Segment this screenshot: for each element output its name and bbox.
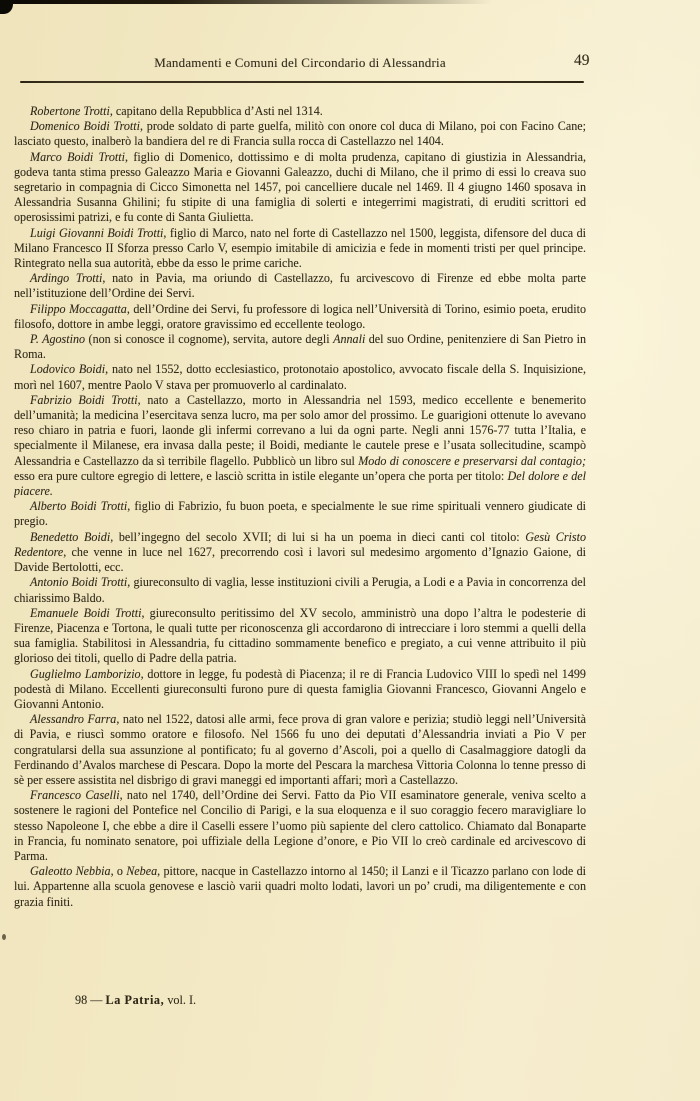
text-segment: Luigi Giovanni Boidi Trotti	[30, 225, 164, 240]
text-segment: Marco Boidi Trotti	[30, 149, 126, 164]
text-segment: Lodovico Boidi	[30, 362, 106, 377]
running-header	[0, 54, 600, 72]
text-segment: Nebea	[126, 864, 158, 879]
paragraph	[14, 667, 586, 713]
paragraph	[14, 332, 586, 362]
text-segment: Francesco Caselli	[30, 788, 120, 803]
scan-speck-artifact	[2, 934, 6, 940]
text-segment: Guglielmo Lamborizio	[30, 666, 141, 681]
body-text	[14, 104, 586, 990]
paragraph	[14, 104, 586, 119]
scan-corner-artifact	[0, 0, 13, 14]
text-segment: esso era pure cultore egregio di lettere, e lasciò scritta in istile elegante un’opera che porta per titolo:	[14, 468, 508, 483]
paragraph	[14, 712, 586, 788]
text-segment: del suo Ordine, penitenziere di San Pietro in Roma.	[14, 332, 586, 362]
text-segment: , pittore, nacque in Castellazzo intorno al 1450; il Lanzi e il Ticazzo parlano con lode di lui. Appartenne alla scuola genovese e lasciò varii quadri molto lodati, lavori un po’ crudi, ma diligentemente e con grazia finiti.	[14, 864, 586, 909]
text-segment: , nato in Pavia, ma oriundo di Castellazzo, fu arcivescovo di Firenze ed ebbe molta parte nell’istituzione dell’Ordine dei Servi.	[14, 271, 586, 301]
text-segment: , giureconsulto peritissimo del XV secolo, amministrò una dopo l’altra le podesterie di Firenze, Piacenza e Tortona, le quali tutte per riconoscenza gli accordarono di intrecciare i loro stemmi a quelli della sua famiglia. Stabilitosi in Alessandria, fu cittadino sommamente benefico e pregiato, a cui venne attribuito il più glorioso dei titoli, quello di Padre della patria.	[14, 605, 586, 666]
paragraph	[14, 362, 586, 392]
text-segment: , figlio di Domenico, dottissimo e di molta prudenza, capitano di giustizia in Alessandria, godeva tanta stima presso Galeazzo Maria e Giovanni Galeazzo, duchi di Milano, che il primo di essi lo creava suo segretario in compagnia di Cicco Simonetta nel 1457, poi cancelliere ducale nel 1469. Il 4 giugno 1460 sposava in Alessandria Susanna Ghilini; fu stipite di una famiglia di solerti e integerrimi magistrati, di eruditi scrittori ed operosissimi patrizi, e fu conte di Santa Giulietta.	[14, 149, 586, 225]
text-segment: , figlio di Marco, nato nel forte di Castellazzo nel 1500, leggista, difensore del duca di Milano Francesco II Sforza presso Carlo V, esempio imitabile di amicizia e fede in momenti tristi per quel principe. Rintegrato nella sua autorità, ebbe da esso le prime cariche.	[14, 225, 586, 271]
text-segment: , che venne in luce nel 1627, precorrendo così i lavori sul medesimo argomento d’Ignazio Gaione, di Davide Bertolotti, ecc.	[14, 544, 586, 575]
text-segment: , o	[110, 864, 127, 879]
text-segment: , bell’ingegno del secolo XVII; di lui si ha un poema in dieci canti col titolo:	[110, 529, 526, 544]
text-segment: , figlio di Fabrizio, fu buon poeta, e specialmente le sue rime spirituali vennero giudicate di pregio.	[14, 499, 586, 529]
text-segment: , capitano della Repubblica d’Asti nel 1314.	[109, 104, 323, 118]
text-segment: Robertone Trotti	[30, 104, 110, 118]
text-segment: Annali	[333, 332, 366, 347]
text-segment: Filippo Moccagatta	[30, 301, 127, 316]
text-segment: Fabrizio Boidi Trotti	[30, 392, 138, 407]
text-segment: , dell’Ordine dei Servi, fu professore di logica nell’Università di Torino, esimio poeta, erudito filosofo, dottore in ambe leggi, oratore gravissimo ed eccellente teologo.	[14, 301, 586, 331]
paragraph	[14, 302, 586, 332]
footer-sheet-number: 98 —	[75, 993, 106, 1007]
paragraph	[14, 575, 586, 605]
text-segment: , dottore in legge, fu podestà di Piacenza; il re di Francia Ludovico VIII lo spedì nel 1499 podestà di Milano. Eccellenti giureconsulti furono pure di questa famiglia Giovanni Francesco, Giovanni Angelo e Giovanni Antonio.	[14, 666, 586, 711]
page-number: 49	[574, 52, 590, 69]
text-segment: Alberto Boidi Trotti	[30, 499, 128, 514]
text-segment: Galeotto Nebbia	[30, 864, 111, 879]
paragraph	[14, 606, 586, 667]
paragraph	[14, 788, 586, 864]
text-segment: , nato a Castellazzo, morto in Alessandria nel 1593, medico eccellente e benemerito dell’umanità; la medicina l’esercitava senza lucro, ma per solo amor del prossimo. Le guarigioni ottenute lo avevano reso chiaro in patria e fuori, laonde gli infermi correvano a lui da ogni parte. Negli anni 1576-77 tutta l’Italia, e specialmente il Milanese, era invasa dalla peste; il Boidi, mediante le cautele prese e l’usata sollecitudine, scampò Alessandria e Castellazzo da sì terribile flagello. Pubblicò un libro sul	[14, 392, 586, 468]
text-segment: , nato nel 1522, datosi alle armi, fece prova di gran valore e perizia; studiò leggi nell’Università di Pavia, e riuscì sommo oratore e filosofo. Nel 1566 fu uno dei deputati d’Alessandria inviati a Pio V per congratularsi della sua assunzione al pontificato; fu al governo d’Ascoli, poi a quello di Casalmaggiore datogli da Ferdinando d’Avalos marchese di Pescara. Dopo la morte del Pescara la marchesa Vittoria Colonna lo tenne presso di sè per essere assistita nel disbrigo di gravi maneggi ed importanti affari; morì a Castellazzo.	[14, 712, 586, 787]
scan-edge-artifact	[0, 0, 492, 4]
footer-volume: vol. I.	[164, 993, 197, 1007]
text-segment: Domenico Boidi Trotti	[30, 119, 140, 134]
text-segment: , nato nel 1740, dell’Ordine dei Servi. Fatto da Pio VII esaminatore generale, veniva scelto a sostenere le ragioni del Pontefice nel Concilio di Parigi, e la sua eloquenza e il suo coraggio fecero maravigliare lo stesso Napoleone I, che ebbe a dire il Caselli essere l’uomo più sapiente del clero cattolico. Chiamato dal Bonaparte in Francia, fu nominato senatore, poi uffiziale della Legione d’onore, e Pio VII lo creò cardinale ed arcivescovo di Parma.	[14, 788, 586, 863]
header-rule	[20, 81, 584, 83]
text-segment: Ardingo Trotti	[30, 271, 103, 286]
text-segment: Emanuele Boidi Trotti	[30, 605, 142, 620]
text-segment: Del dolore e del piacere.	[14, 468, 586, 499]
text-segment: Benedetto Boidi	[30, 529, 111, 544]
text-segment: (non si conosce il cognome), servita, autore degli	[85, 332, 334, 347]
text-segment: , giureconsulto di vaglia, lesse instituzioni civili a Perugia, a Lodi e a Pavia in concorrenza del chiarissimo Baldo.	[14, 575, 586, 605]
text-segment: Antonio Boidi Trotti	[30, 575, 128, 590]
paragraph	[14, 393, 586, 499]
footer-book-title: La Patria,	[105, 993, 165, 1007]
text-segment: P. Agostino	[30, 332, 86, 347]
paragraph	[14, 271, 586, 301]
header-title: Mandamenti e Comuni del Circondario di Alessandria	[154, 55, 446, 70]
text-segment: , nato nel 1552, dotto ecclesiastico, protonotaio apostolico, avvocato fiscale della S. Inquisizione, morì nel 1607, mentre Paolo V stava per promuoverlo al cardinalato.	[14, 362, 586, 392]
text-segment: Gesù Cristo Redentore	[14, 529, 586, 559]
text-segment: Alessandro Farra	[30, 712, 117, 727]
paragraph	[14, 499, 586, 529]
footer-signature	[75, 993, 196, 1008]
paragraph	[14, 150, 586, 226]
paragraph	[14, 530, 586, 576]
text-segment: Modo di conoscere e preservarsi dal contagio;	[358, 453, 586, 468]
paragraph	[14, 226, 586, 272]
paragraph	[14, 119, 586, 149]
text-segment: , prode soldato di parte guelfa, militò con onore col duca di Milano, poi con Facino Cane; lasciato questo, inalberò la bandiera del re di Francia sulla rocca di Castellazzo nel 1404.	[14, 119, 586, 149]
paragraph	[14, 864, 586, 910]
